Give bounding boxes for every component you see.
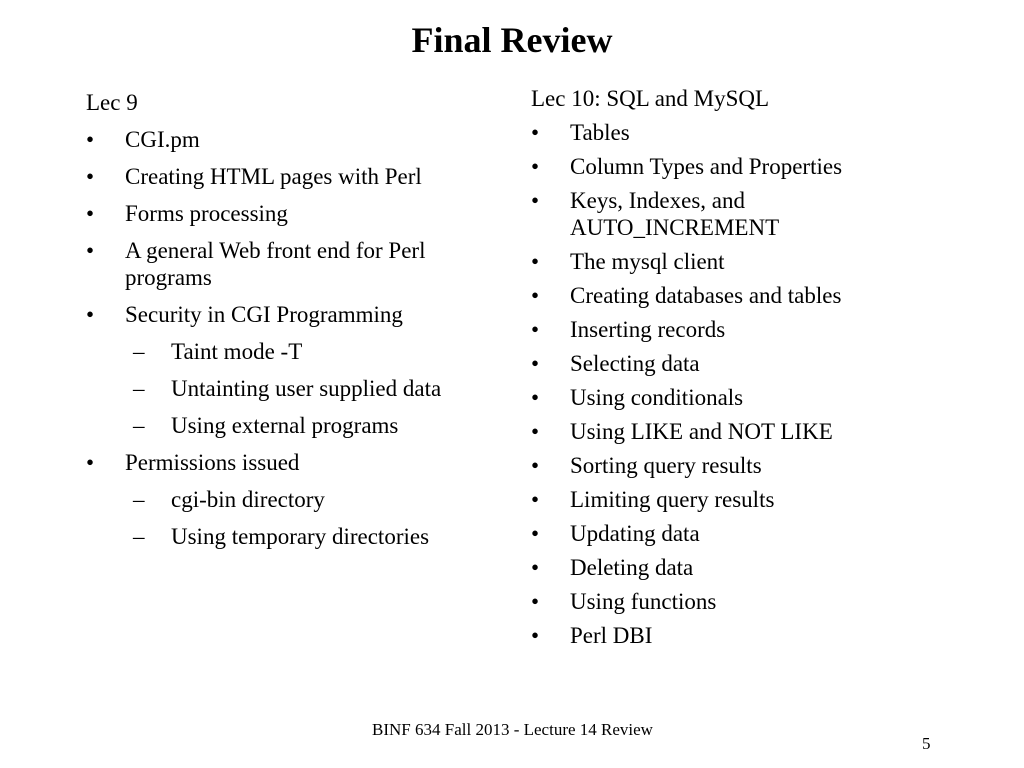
bullet-item <box>531 153 951 180</box>
sub-bullet-marker: – <box>133 413 145 438</box>
bullet-text: Limiting query results <box>570 487 775 512</box>
sub-bullet-text: Using temporary directories <box>171 524 430 549</box>
sub-bullet-marker: – <box>133 339 145 364</box>
sub-bullet-text: Using external programs <box>171 413 399 438</box>
bullet-text: CGI.pm <box>125 127 200 152</box>
bullet-item <box>531 486 951 513</box>
bullet-marker: • <box>531 589 540 614</box>
bullet-marker: • <box>86 302 95 327</box>
bullet-text: Permissions issued <box>125 450 300 475</box>
bullet-item <box>531 452 951 479</box>
sub-bullet-text: Taint mode -T <box>171 339 303 364</box>
left-column <box>86 89 496 560</box>
sub-bullet-list <box>86 486 496 550</box>
bullet-text: Tables <box>570 120 630 145</box>
bullet-item <box>531 622 951 649</box>
sub-bullet-list <box>86 338 496 439</box>
bullet-item <box>531 384 951 411</box>
bullet-item <box>531 588 951 615</box>
bullet-item <box>86 163 496 190</box>
bullet-text: Using LIKE and NOT LIKE <box>570 419 833 444</box>
sub-bullet-marker: – <box>133 487 145 512</box>
left-bullet-list <box>86 126 496 550</box>
bullet-marker: • <box>531 351 540 376</box>
bullet-marker: • <box>531 120 540 145</box>
bullet-text: Perl DBI <box>570 623 653 648</box>
left-column-heading: Lec 9 <box>86 90 138 115</box>
bullet-text: Creating HTML pages with Perl <box>125 164 422 189</box>
bullet-text: Deleting data <box>570 555 694 580</box>
bullet-marker: • <box>531 521 540 546</box>
bullet-item <box>86 126 496 153</box>
bullet-text: Sorting query results <box>570 453 762 478</box>
sub-bullet-item <box>86 375 496 402</box>
sub-bullet-item <box>86 412 496 439</box>
bullet-text: Using functions <box>570 589 717 614</box>
bullet-item <box>531 187 951 241</box>
bullet-text: Updating data <box>570 521 700 546</box>
bullet-marker: • <box>531 453 540 478</box>
bullet-text: Forms processing <box>125 201 288 226</box>
bullet-text: Security in CGI Programming <box>125 302 403 327</box>
sub-bullet-text: Untainting user supplied data <box>171 376 442 401</box>
bullet-item <box>86 449 496 550</box>
bullet-marker: • <box>86 127 95 152</box>
bullet-marker: • <box>86 201 95 226</box>
bullet-item <box>531 282 951 309</box>
bullet-item <box>86 200 496 227</box>
sub-bullet-marker: – <box>133 376 145 401</box>
bullet-item <box>531 119 951 146</box>
bullet-marker: • <box>531 555 540 580</box>
bullet-marker: • <box>531 249 540 274</box>
sub-bullet-item <box>86 338 496 365</box>
bullet-marker: • <box>86 164 95 189</box>
page-number: 5 <box>922 734 931 753</box>
bullet-marker: • <box>531 487 540 512</box>
bullet-item <box>86 237 496 291</box>
bullet-marker: • <box>531 385 540 410</box>
bullet-text: A general Web front end for Perl programs <box>125 238 426 290</box>
bullet-item <box>531 316 951 343</box>
bullet-item <box>531 248 951 275</box>
right-column <box>531 85 951 656</box>
bullet-marker: • <box>531 154 540 179</box>
bullet-marker: • <box>531 188 540 213</box>
bullet-text: The mysql client <box>570 249 725 274</box>
sub-bullet-marker: – <box>133 524 145 549</box>
bullet-item <box>86 301 496 439</box>
bullet-marker: • <box>531 623 540 648</box>
bullet-item <box>531 418 951 445</box>
bullet-marker: • <box>86 450 95 475</box>
bullet-item <box>531 520 951 547</box>
bullet-text: Column Types and Properties <box>570 154 843 179</box>
slide-title: Final Review <box>411 20 613 60</box>
sub-bullet-item <box>86 486 496 513</box>
bullet-marker: • <box>86 238 95 263</box>
right-bullet-list <box>531 119 951 649</box>
bullet-marker: • <box>531 283 540 308</box>
bullet-marker: • <box>531 317 540 342</box>
bullet-text: Selecting data <box>570 351 700 376</box>
bullet-text: Creating databases and tables <box>570 283 842 308</box>
sub-bullet-item <box>86 523 496 550</box>
sub-bullet-text: cgi-bin directory <box>171 487 325 512</box>
bullet-text: Using conditionals <box>570 385 744 410</box>
right-column-heading: Lec 10: SQL and MySQL <box>531 86 770 111</box>
bullet-item <box>531 350 951 377</box>
bullet-marker: • <box>531 419 540 444</box>
slide-footer: BINF 634 Fall 2013 - Lecture 14 Review <box>372 720 653 739</box>
bullet-text: Keys, Indexes, and AUTO_INCREMENT <box>570 188 780 240</box>
bullet-text: Inserting records <box>570 317 726 342</box>
bullet-item <box>531 554 951 581</box>
